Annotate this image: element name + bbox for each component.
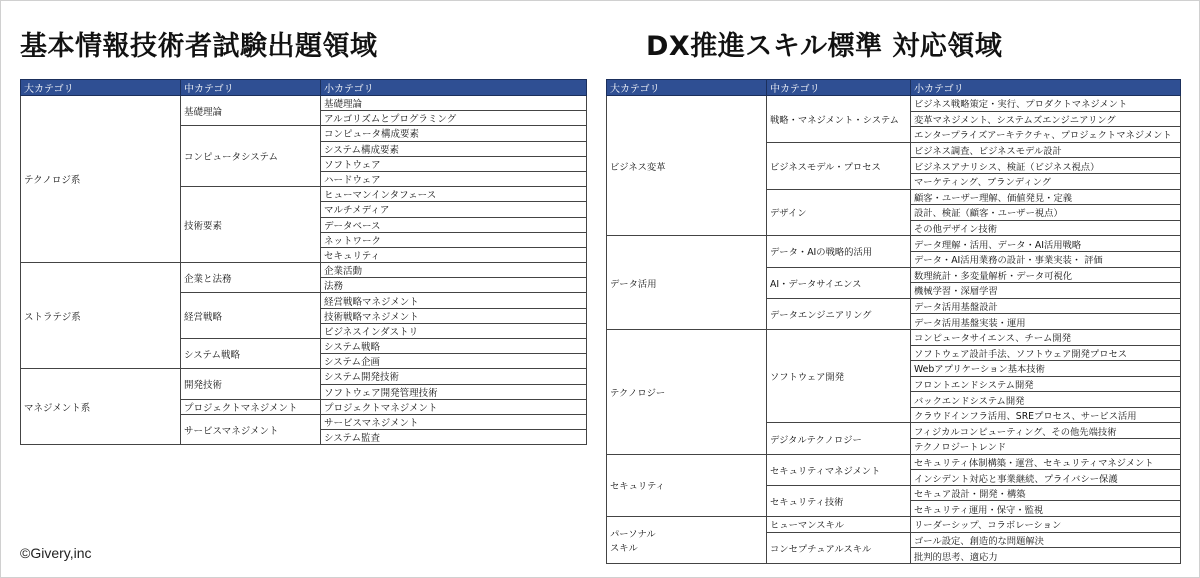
mid-category-cell: ビジネスモデル・プロセス — [767, 142, 911, 189]
small-category-cell: システム企画 — [321, 354, 587, 369]
small-category-cell: マーケティング、ブランディング — [911, 173, 1181, 189]
mid-category-cell: 企業と法務 — [181, 263, 321, 293]
mid-category-cell: セキュリティマネジメント — [767, 454, 911, 485]
header-major: 大カテゴリ — [21, 80, 181, 96]
small-category-cell: データ活用基盤実装・運用 — [911, 314, 1181, 330]
left-title: 基本情報技術者試験出題領域 — [20, 31, 378, 62]
small-category-cell: 数理統計・多変量解析・データ可視化 — [911, 267, 1181, 283]
table-row — [607, 96, 1181, 112]
small-category-cell: 設計、検証（顧客・ユーザー視点） — [911, 205, 1181, 221]
header-small: 小カテゴリ — [321, 80, 587, 96]
mid-category-cell: コンセプチュアルスキル — [767, 532, 911, 563]
small-category-cell: システム監査 — [321, 430, 587, 445]
small-category-cell: コンピュータ構成要素 — [321, 126, 587, 141]
small-category-cell: 企業活動 — [321, 263, 587, 278]
mid-category-cell: 戦略・マネジメント・システム — [767, 96, 911, 143]
table-row — [607, 517, 1181, 533]
major-category-cell: ビジネス変革 — [607, 96, 767, 236]
header-mid: 中カテゴリ — [767, 80, 911, 96]
copyright-text: ©Givery,inc — [20, 545, 92, 561]
small-category-cell: プロジェクトマネジメント — [321, 399, 587, 414]
small-category-cell: ネットワーク — [321, 232, 587, 247]
mid-category-cell: AI・データサイエンス — [767, 267, 911, 298]
small-category-cell: バックエンドシステム開発 — [911, 392, 1181, 408]
mid-category-cell: 技術要素 — [181, 187, 321, 263]
small-category-cell: その他デザイン技術 — [911, 220, 1181, 236]
small-category-cell: 変革マネジメント、システムズエンジニアリング — [911, 111, 1181, 127]
mid-category-cell: 基礎理論 — [181, 96, 321, 126]
mid-category-cell: コンピュータシステム — [181, 126, 321, 187]
small-category-cell: データ活用基盤設計 — [911, 298, 1181, 314]
mid-category-cell: 経営戦略 — [181, 293, 321, 339]
mid-category-cell: システム戦略 — [181, 339, 321, 369]
small-category-cell: リーダーシップ、コラボレーション — [911, 517, 1181, 533]
mid-category-cell: デジタルテクノロジー — [767, 423, 911, 454]
small-category-cell: 批判的思考、適応力 — [911, 548, 1181, 564]
dx-skill-standard-table — [606, 79, 1181, 564]
small-category-cell: セキュリティ運用・保守・監視 — [911, 501, 1181, 517]
small-category-cell: エンタープライズアーキテクチャ、プロジェクトマネジメント — [911, 127, 1181, 143]
major-category-cell: テクノロジ系 — [21, 96, 181, 263]
small-category-cell: ビジネスアナリシス、検証（ビジネス視点） — [911, 158, 1181, 174]
small-category-cell: ソフトウェア — [321, 156, 587, 171]
table-row — [607, 329, 1181, 345]
small-category-cell: 技術戦略マネジメント — [321, 308, 587, 323]
small-category-cell: ハードウェア — [321, 171, 587, 186]
major-category-cell: セキュリティ — [607, 454, 767, 516]
major-category-cell: テクノロジー — [607, 329, 767, 454]
small-category-cell: セキュア設計・開発・構築 — [911, 485, 1181, 501]
small-category-cell: サービスマネジメント — [321, 414, 587, 429]
mid-category-cell: データ・AIの戦略的活用 — [767, 236, 911, 267]
small-category-cell: 法務 — [321, 278, 587, 293]
small-category-cell: システム開発技術 — [321, 369, 587, 384]
small-category-cell: ビジネス調査、ビジネスモデル設計 — [911, 142, 1181, 158]
major-category-cell: マネジメント系 — [21, 369, 181, 445]
major-category-cell: データ活用 — [607, 236, 767, 330]
small-category-cell: アルゴリズムとプログラミング — [321, 111, 587, 126]
small-category-cell: フィジカルコンピューティング、その他先端技術 — [911, 423, 1181, 439]
mid-category-cell: データエンジニアリング — [767, 298, 911, 329]
small-category-cell: システム構成要素 — [321, 141, 587, 156]
small-category-cell: マルチメディア — [321, 202, 587, 217]
mid-category-cell: プロジェクトマネジメント — [181, 399, 321, 414]
mid-category-cell: セキュリティ技術 — [767, 485, 911, 516]
table-row — [607, 454, 1181, 470]
small-category-cell: ソフトウェア開発管理技術 — [321, 384, 587, 399]
small-category-cell: Webアプリケーション基本技術 — [911, 361, 1181, 377]
mid-category-cell: ヒューマンスキル — [767, 517, 911, 533]
header-small: 小カテゴリ — [911, 80, 1181, 96]
small-category-cell: ゴール設定、創造的な問題解決 — [911, 532, 1181, 548]
header-mid: 中カテゴリ — [181, 80, 321, 96]
small-category-cell: データベース — [321, 217, 587, 232]
mid-category-cell: デザイン — [767, 189, 911, 236]
small-category-cell: 経営戦略マネジメント — [321, 293, 587, 308]
fe-exam-domain-table — [20, 79, 587, 445]
small-category-cell: クラウドインフラ活用、SREプロセス、サービス活用 — [911, 407, 1181, 423]
small-category-cell: ソフトウェア設計手法、ソフトウェア開発プロセス — [911, 345, 1181, 361]
small-category-cell: ビジネス戦略策定・実行、プロダクトマネジメント — [911, 96, 1181, 112]
small-category-cell: セキュリティ体制構築・運営、セキュリティマネジメント — [911, 454, 1181, 470]
small-category-cell: データ・AI活用業務の設計・事業実装・ 評価 — [911, 251, 1181, 267]
table-row — [21, 369, 587, 384]
major-category-cell: ストラテジ系 — [21, 263, 181, 369]
small-category-cell: フロントエンドシステム開発 — [911, 376, 1181, 392]
table-row — [21, 263, 587, 278]
small-category-cell: インシデント対応と事業継続、プライバシー保護 — [911, 470, 1181, 486]
mid-category-cell: ソフトウェア開発 — [767, 329, 911, 423]
table-row — [607, 236, 1181, 252]
small-category-cell: コンピュータサイエンス、チーム開発 — [911, 329, 1181, 345]
header-major: 大カテゴリ — [607, 80, 767, 96]
major-category-cell: パーソナル スキル — [607, 517, 767, 564]
small-category-cell: 機械学習・深層学習 — [911, 283, 1181, 299]
small-category-cell: テクノロジートレンド — [911, 439, 1181, 455]
right-title: DX推進スキル標準 対応領域 — [646, 31, 1003, 62]
table-row — [21, 96, 587, 111]
small-category-cell: システム戦略 — [321, 339, 587, 354]
small-category-cell: データ理解・活用、データ・AI活用戦略 — [911, 236, 1181, 252]
small-category-cell: ヒューマンインタフェース — [321, 187, 587, 202]
small-category-cell: セキュリティ — [321, 247, 587, 262]
small-category-cell: 基礎理論 — [321, 96, 587, 111]
small-category-cell: 顧客・ユーザー理解、価値発見・定義 — [911, 189, 1181, 205]
mid-category-cell: サービスマネジメント — [181, 414, 321, 444]
small-category-cell: ビジネスインダストリ — [321, 323, 587, 338]
mid-category-cell: 開発技術 — [181, 369, 321, 399]
